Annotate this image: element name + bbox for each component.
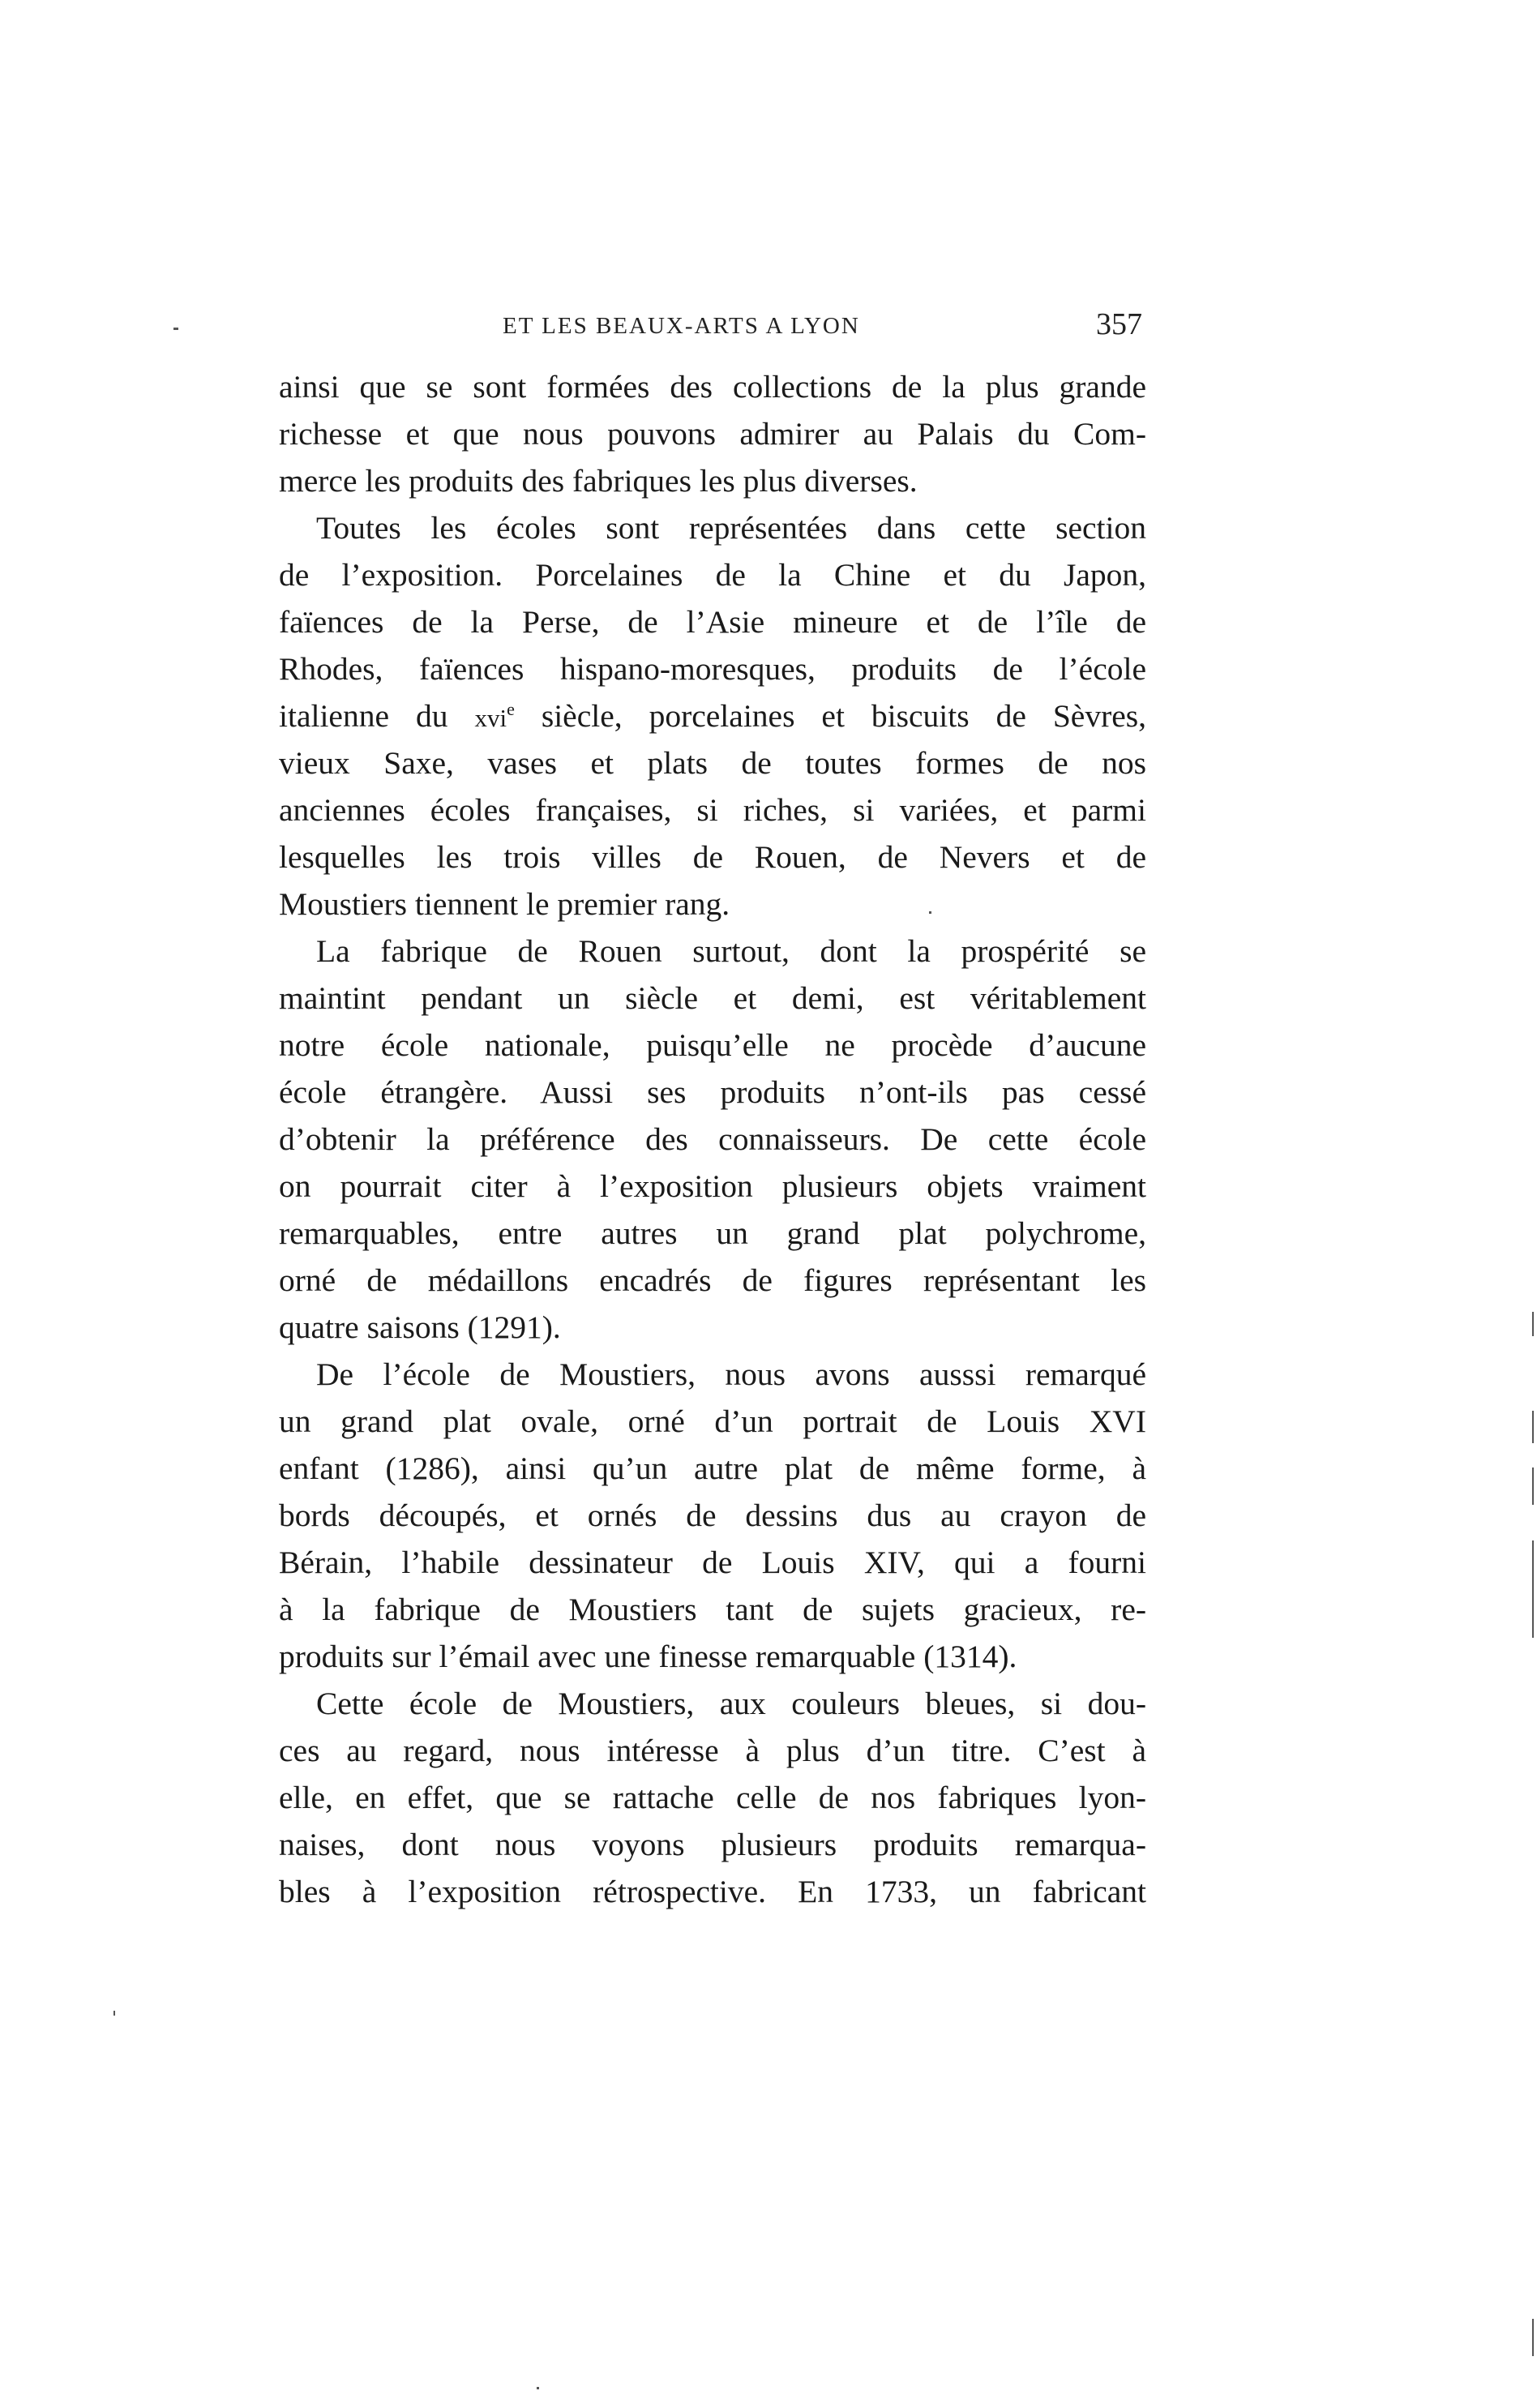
text-line: naises, dont nous voyons plusieurs produits remarqua- (279, 1827, 1146, 1862)
scan-speck (113, 2011, 115, 2016)
gutter-mark (1532, 1411, 1534, 1443)
paragraph-start-line: La fabrique de Rouen surtout, dont la prospérité se (316, 933, 1146, 969)
text-line: ainsi que se sont formées des collections de la plus grande (279, 369, 1146, 405)
text-line (279, 692, 1146, 739)
gutter-mark (1532, 1312, 1534, 1336)
text-line: vieux Saxe, vases et plats de toutes formes de nos (279, 745, 1146, 781)
line-segment: siècle, porcelaines et biscuits de Sèvres, (541, 698, 1147, 734)
text-line: maintint pendant un siècle et demi, est véritablement (279, 980, 1146, 1016)
line-segment: italienne du (279, 698, 448, 734)
superscript: e (507, 698, 515, 719)
text-line: lesquelles les trois villes de Rouen, de Nevers et de (279, 839, 1146, 875)
page-number: 357 (1096, 307, 1142, 341)
paragraph-start-line: De l’école de Moustiers, nous avons ausssi remarqué (316, 1356, 1146, 1392)
text-line: d’obtenir la préférence des connaisseurs. De cette école (279, 1121, 1146, 1157)
text-line: bords découpés, et ornés de dessins dus au crayon de (279, 1498, 1146, 1533)
text-line: anciennes écoles françaises, si riches, si variées, et parmi (279, 792, 1146, 828)
scan-speck (537, 2387, 539, 2389)
running-head: ET LES BEAUX-ARTS A LYON (503, 313, 860, 339)
text-line: de l’exposition. Porcelaines de la Chine et du Japon, (279, 557, 1146, 593)
paragraph-start-line: Cette école de Moustiers, aux couleurs bleues, si dou- (316, 1686, 1146, 1721)
text-line: notre école nationale, puisqu’elle ne procède d’aucune (279, 1027, 1146, 1063)
century-numeral: xvi (474, 704, 507, 732)
text-line: elle, en effet, que se rattache celle de nos fabriques lyon- (279, 1780, 1146, 1815)
gutter-mark (1532, 2319, 1534, 2356)
text-line: orné de médaillons encadrés de figures représentant les (279, 1262, 1146, 1298)
text-line: un grand plat ovale, orné d’un portrait de Louis XVI (279, 1403, 1146, 1439)
text-line: Rhodes, faïences hispano-moresques, produits de l’école (279, 651, 1146, 687)
text-line: bles à l’exposition rétrospective. En 1733, un fabricant (279, 1874, 1146, 1909)
text-line: Moustiers tiennent le premier rang. (279, 886, 730, 922)
paragraph-start-line: Toutes les écoles sont représentées dans cette section (316, 510, 1146, 546)
text-line: faïences de la Perse, de l’Asie mineure et de l’île de (279, 604, 1146, 640)
text-line: richesse et que nous pouvons admirer au Palais du Com- (279, 416, 1146, 452)
text-line: ces au regard, nous intéresse à plus d’un titre. C’est à (279, 1733, 1146, 1768)
scan-speck (173, 328, 178, 330)
text-line: quatre saisons (1291). (279, 1309, 561, 1345)
text-line: enfant (1286), ainsi qu’un autre plat de même forme, à (279, 1450, 1146, 1486)
text-line: à la fabrique de Moustiers tant de sujets gracieux, re- (279, 1592, 1146, 1627)
text-line: on pourrait citer à l’exposition plusieurs objets vraiment (279, 1168, 1146, 1204)
text-line: école étrangère. Aussi ses produits n’ont-ils pas cessé (279, 1074, 1146, 1110)
scan-speck (929, 911, 931, 914)
text-line: Bérain, l’habile dessinateur de Louis XIV, qui a fourni (279, 1545, 1146, 1580)
gutter-mark (1532, 1540, 1534, 1638)
gutter-mark (1532, 1468, 1534, 1505)
text-line: merce les produits des fabriques les plus diverses. (279, 463, 918, 499)
body-text (279, 363, 1146, 1915)
text-line: remarquables, entre autres un grand plat polychrome, (279, 1215, 1146, 1251)
text-line: produits sur l’émail avec une finesse remarquable (1314). (279, 1639, 1017, 1674)
